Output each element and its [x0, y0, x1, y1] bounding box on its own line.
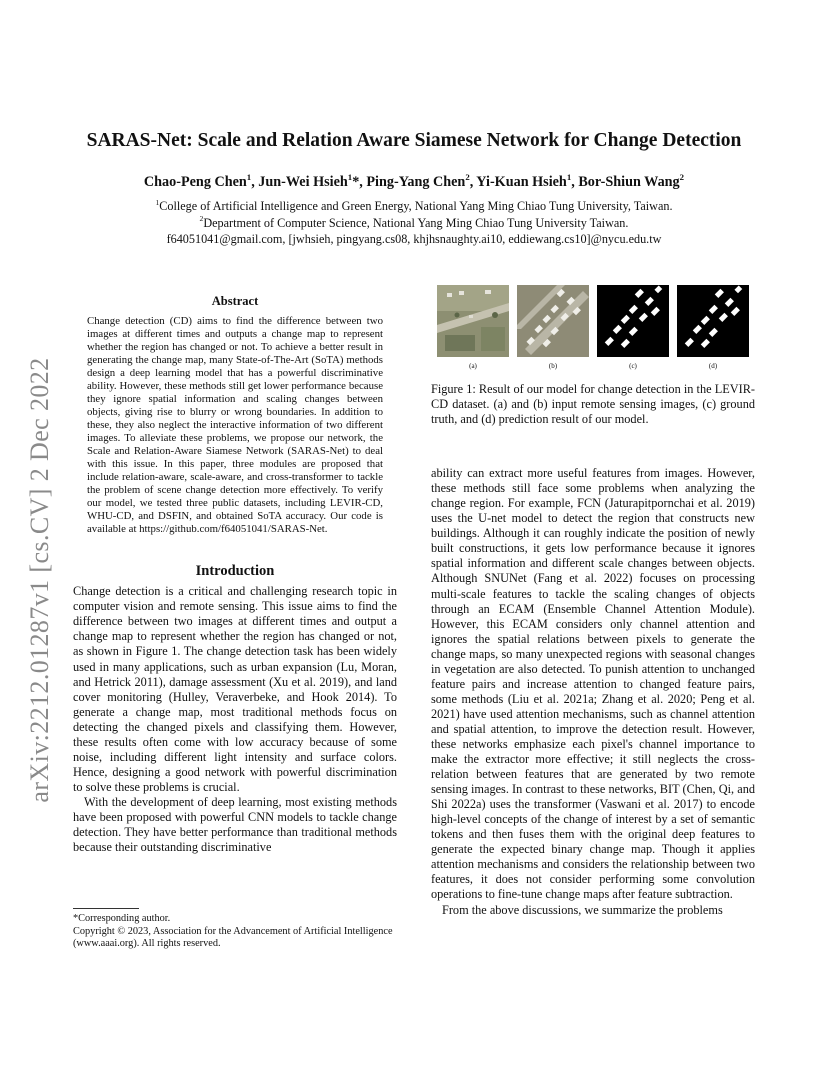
body-paragraph: ability can extract more useful features from images. However, these methods still face some problems when analyzing the change region. For example, FCN (Jaturapitpornchai et al. 2019) uses the U-net model to detect the region that constructs new buildings. Although it can roughly indicate the position of newly built constructions, it gets low performance because it ignores spatial information and different scale changes between objects. Although SNUNet (Fang et al. 2022) focuses on processing multi-scale features to tackle the scaling changes of objects through an ECAM (Ensemble Channel Attention Module). However, this ECAM considers only channel attention and ignores the spatial relations between pixels to generate the change maps, so many unexpected regions with seasonal changes in vegetation are also detected. To punish attention to unchanged feature pairs and increase attention to changed feature pairs, some methods (Liu et al. 2021a; Zhang et al. 2020; Peng et al. 2021) have used attention mechanisms, such as channel attention and spatial attention, to improve the detection result. However, these networks emphasize each pixel's channel importance to make the extractor more effective; it still neglects the cross-relation between features that are generated by two remote sensing images. In contrast to these networks, BIT (Chen, Qi, and Shi 2022a) uses the transformer (Vaswani et al. 2017) to encode high-level concepts of the change of interest by a set of semantic tokens and then fuses them with the original deep features to generate the expected binary change map. Though it applies attention mechanisms and considers the relationship between two features, it does not consider performing some convolution operations to fine-tune change maps after feature subtraction.: [431, 466, 755, 902]
figure-panel-c: (c): [597, 285, 669, 371]
introduction-heading: Introduction: [195, 563, 275, 580]
corresponding-author-note: *Corresponding author.: [73, 913, 171, 924]
affiliation: $^1$College of Artificial Intelligence and Green Energy, National Yang Ming Chiao Tung University, Taiwan.: [155, 197, 673, 213]
left-column: [73, 293, 397, 855]
copyright-note: Copyright © 2023, Association for the Advancement of Artificial Intelligence (www.aaai.org). All rights reserved.: [73, 925, 393, 950]
paper-title: SARAS-Net: Scale and Relation Aware Siamese Network for Change Detection: [86, 130, 742, 151]
figure-1: [431, 285, 755, 371]
body-paragraph: From the above discussions, we summarize the problems: [442, 902, 723, 917]
figure-panel-a: (a): [437, 285, 509, 371]
author-list: Chao-Peng Chen$^1$, Jun-Wei Hsieh$^1$*, Ping-Yang Chen$^2$, Yi-Kuan Hsieh$^1$, Bor-Shiun Wang$^2$: [143, 171, 685, 190]
right-body: [431, 466, 755, 917]
figure-panel-b: (b): [517, 285, 589, 371]
figure-panel-d: (d): [677, 285, 749, 371]
author: Jun-Wei Hsieh$^1$*: [258, 171, 360, 190]
author-emails: f64051041@gmail.com, [jwhsieh, pingyang.cs08, khjhsnaughty.ai10, eddiewang.cs10]@nycu.edu.tw: [166, 232, 662, 246]
intro-paragraph: Change detection is a critical and challenging research topic in computer vision and remote sensing. This issue aims to find the difference between two images at different times and output a change map to represent whether the region has changed or not, as shown in Figure 1. The change detection task has been widely used in many applications, such as urban expansion (Lu, Moran, and Hetrick 2011), damage assessment (Xu et al. 2019), and land cover monitoring (Hulley, Veraverbeke, and Hook 2014). To generate a change map, most traditional methods focus on detecting the changed pixels and classifying them. However, these results often come with low accuracy because of some noise, including different light intensity and surface colors. Hence, designing a good network with powerful discrimination to solve these problems is crucial.: [73, 584, 397, 794]
abstract-heading: Abstract: [211, 294, 259, 308]
footnote: [73, 908, 397, 951]
right-column: [431, 285, 755, 918]
author: Chao-Peng Chen$^1$: [143, 171, 252, 190]
remote-sensing-image-a: [437, 285, 509, 357]
affiliations: [60, 198, 768, 248]
prediction-map: [677, 285, 749, 357]
footnote-rule: [73, 908, 139, 909]
remote-sensing-image-b: [517, 285, 589, 357]
figure-caption: Figure 1: Result of our model for change detection in the LEVIR-CD dataset. (a) and (b) input remote sensing images, (c) ground truth, and (d) prediction result of our model.: [431, 382, 755, 427]
intro-paragraph: With the development of deep learning, most existing methods have been proposed with powerful CNN models to tackle change detection. They have better performance than traditional methods because their outstanding discriminative: [73, 794, 397, 855]
abstract-text: Change detection (CD) aims to find the difference between two images at different times and outputs a change map to represent whether the region has changed or not. To achieve a better result in generating the change map, many State-of-The-Art (SoTA) methods design a deep learning model that has a powerful discriminative ability. However, these methods still get lower performance because they ignore spatial information and scaling changes between objects, giving rise to blurry or wrong boundaries. In addition to these, they also neglect the interactive information of two different images. To alleviate these problems, we propose our network, the Scale and Relation-Aware Siamese Network (SARAS-Net) to deal with this issue. In this paper, three modules are proposed that include relation-aware, scale-aware, and cross-transformer to tackle the problem of scene change detection more effectively. To verify our model, we tested three public datasets, including LEVIR-CD, WHU-CD, and DSFIN, and obtained SoTA accuracy. Our code is available at https://github.com/f64051041/SARAS-Net.: [87, 315, 383, 536]
ground-truth-map: [597, 285, 669, 357]
author: Ping-Yang Chen$^2$: [366, 171, 470, 190]
affiliation: $^2$Department of Computer Science, National Yang Ming Chiao Tung University Taiwan.: [199, 214, 629, 230]
author: Bor-Shiun Wang$^2$: [578, 171, 685, 190]
author: Yi-Kuan Hsieh$^1$: [476, 171, 572, 190]
